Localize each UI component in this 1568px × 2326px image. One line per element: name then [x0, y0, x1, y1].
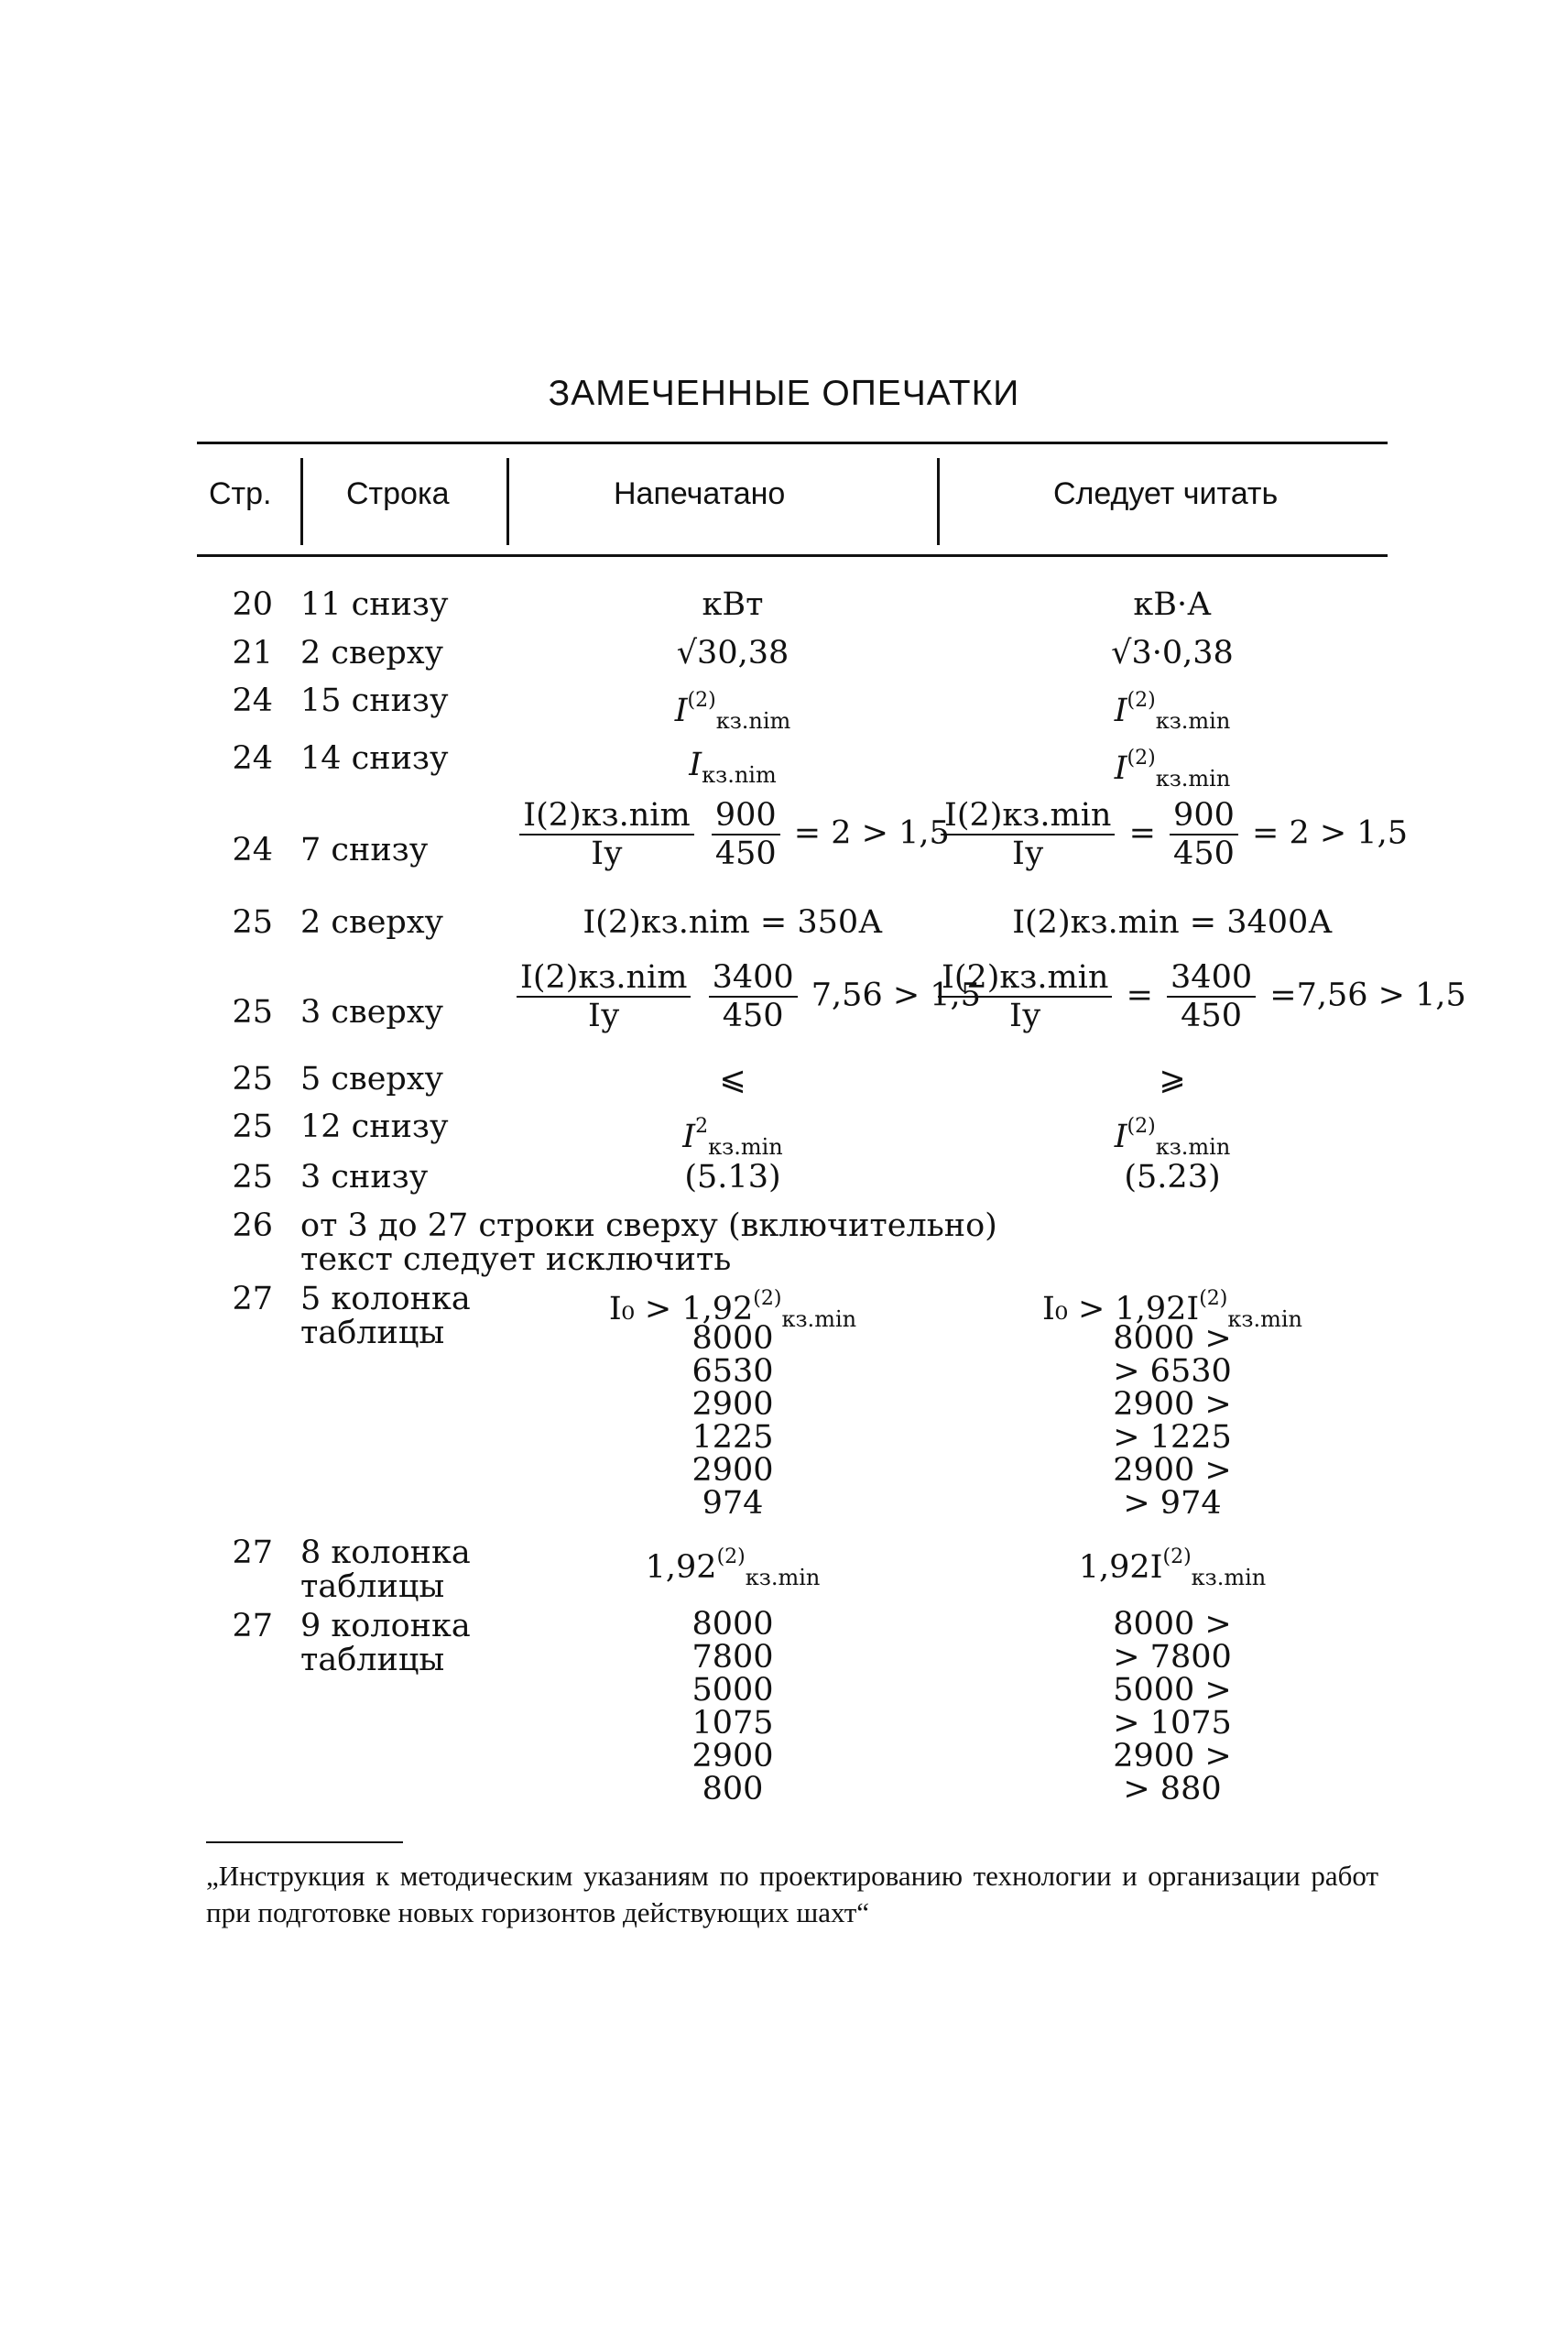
row-line: 7 снизу — [300, 832, 429, 868]
row-page: 25 — [232, 904, 273, 941]
row-page: 20 — [232, 586, 273, 623]
row-line: 11 снизу — [300, 586, 449, 623]
row-correct: √3·0,38 — [1111, 635, 1234, 672]
row-correct: $\frac{I(2)кз.\min}{Iу}$ = $\frac{3400}{450}$ =7,56 > 1,5 — [934, 959, 1410, 1034]
row-page: 25 — [232, 1061, 273, 1097]
row-line: 14 снизу — [300, 740, 449, 777]
row-printed: $\frac{\text{I(2)кз.nim}}{Iу}$ $\frac{900}{450}$ = 2 > 1,5 — [513, 797, 953, 872]
row-printed: ⩽ — [719, 1061, 746, 1097]
row-line: 3 снизу — [300, 1159, 429, 1196]
row-printed: кВт — [702, 586, 764, 623]
printed-value: 2900 — [691, 1386, 774, 1423]
correct-value: 8000 > — [1113, 1606, 1232, 1643]
printed-value: 8000 — [691, 1606, 774, 1643]
printed-value: 2900 — [691, 1452, 774, 1489]
row-page: 24 — [232, 683, 273, 719]
top-rule — [197, 442, 1388, 444]
correct-value: > 7800 — [1113, 1639, 1232, 1676]
printed-values-list — [513, 1608, 953, 1806]
correct-value: > 974 — [1123, 1485, 1222, 1522]
header-divider-2 — [506, 458, 509, 545]
row-printed: √30,38 — [676, 635, 789, 672]
printed-value: 8000 — [691, 1320, 774, 1357]
correct-value: 2900 > — [1113, 1738, 1232, 1775]
row-line: 15 снизу — [300, 683, 449, 719]
row-correct: кВ·А — [1133, 586, 1212, 623]
row-correct: (5.23) — [1124, 1159, 1221, 1196]
row-page: 26 — [232, 1207, 273, 1244]
correct-value: > 6530 — [1113, 1353, 1232, 1390]
printed-value: 800 — [702, 1771, 764, 1807]
row-line-cont: таблицы — [300, 1642, 445, 1678]
header-printed: Напечатано — [614, 476, 786, 511]
correct-value: 2900 > — [1113, 1452, 1232, 1489]
row-line: от 3 до 27 строки сверху (включительно) — [300, 1207, 997, 1244]
row-page: 25 — [232, 994, 273, 1031]
row-page: 25 — [232, 1108, 273, 1145]
row-printed: (5.13) — [684, 1159, 781, 1196]
row-correct: $1,92I^{(2)}_{кз.min}$ — [1078, 1545, 1267, 1590]
printed-value: 1225 — [691, 1419, 774, 1456]
correct-value: > 880 — [1123, 1771, 1222, 1807]
row-line-cont: таблицы — [300, 1568, 445, 1605]
header-divider-3 — [937, 458, 940, 545]
row-line-cont: таблицы — [300, 1315, 445, 1351]
row-correct-head: $I_0 > 1,92I^{(2)}_{кз.min}$ — [1042, 1287, 1302, 1332]
page-title: ЗАМЕЧЕННЫЕ ОПЕЧАТКИ — [548, 374, 1020, 413]
correct-value: 8000 > — [1113, 1320, 1232, 1357]
row-correct: $I^{(2)}_{кз.min}$ — [1114, 689, 1231, 734]
row-page: 27 — [232, 1608, 273, 1644]
row-correct: I(2)кз.min = 3400А — [1012, 904, 1333, 941]
footnote: „Инструкция к методическим указаниям по проектированию технологии и организации работ при подготовке новых горизонтов действующих шахт“ — [206, 1860, 1378, 1928]
row-printed: $1,92^{(2)}_{кз.min}$ — [645, 1545, 821, 1590]
printed-value: 2900 — [691, 1738, 774, 1775]
row-line: 12 снизу — [300, 1108, 449, 1145]
header-page: Стр. — [209, 476, 272, 511]
row-line: 5 колонка — [300, 1281, 471, 1317]
row-line: 2 сверху — [300, 904, 444, 941]
row-page: 27 — [232, 1281, 273, 1317]
row-line-cont: текст следует исключить — [300, 1241, 732, 1278]
correct-value: 2900 > — [1113, 1386, 1232, 1423]
printed-value: 7800 — [691, 1639, 774, 1676]
row-correct: $\frac{I(2)кз.\min}{Iу}$ = $\frac{900}{450}$ = 2 > 1,5 — [934, 797, 1410, 872]
row-printed: $I^{(2)}_{кз.nim}$ — [674, 689, 791, 734]
row-line: 9 колонка — [300, 1608, 471, 1644]
header-correct: Следует читать — [1053, 476, 1279, 511]
row-printed: $\frac{\text{I(2)кз.nim}}{Iу}$ $\frac{3400}{450}$ 7,56 > 1,5 — [513, 959, 953, 1034]
correct-value: > 1225 — [1113, 1419, 1232, 1456]
header-bottom-rule — [197, 554, 1388, 557]
row-printed: I(2)кз.nim = 350А — [583, 904, 883, 941]
row-line: 8 колонка — [300, 1534, 471, 1571]
row-printed: $I_{кз.nim}$ — [689, 747, 777, 788]
row-printed: $I^2_{кз.min}$ — [682, 1115, 783, 1160]
printed-value: 5000 — [691, 1672, 774, 1709]
row-page: 21 — [232, 635, 273, 672]
header-divider-1 — [300, 458, 303, 545]
row-correct: $I^{(2)}_{кз.min}$ — [1114, 747, 1231, 792]
correct-value: > 1075 — [1113, 1705, 1232, 1742]
printed-value: 6530 — [691, 1353, 774, 1390]
row-page: 24 — [232, 832, 273, 868]
row-page: 27 — [232, 1534, 273, 1571]
row-correct: ⩾ — [1159, 1061, 1186, 1097]
header-line: Строка — [346, 476, 450, 511]
printed-value: 1075 — [691, 1705, 774, 1742]
correct-values-list — [934, 1322, 1410, 1520]
correct-value: 5000 > — [1113, 1672, 1232, 1709]
row-page: 25 — [232, 1159, 273, 1196]
row-line: 3 сверху — [300, 994, 444, 1031]
row-correct: $I^{(2)}_{кз.min}$ — [1114, 1115, 1231, 1160]
row-line: 5 сверху — [300, 1061, 444, 1097]
correct-values-list — [934, 1608, 1410, 1806]
printed-value: 974 — [702, 1485, 764, 1522]
row-page: 24 — [232, 740, 273, 777]
row-printed-head: $I_0 > 1,92^{(2)}_{кз.min}$ — [608, 1287, 857, 1332]
footnote-rule — [206, 1841, 403, 1843]
row-line: 2 сверху — [300, 635, 444, 672]
printed-values-list — [513, 1322, 953, 1520]
